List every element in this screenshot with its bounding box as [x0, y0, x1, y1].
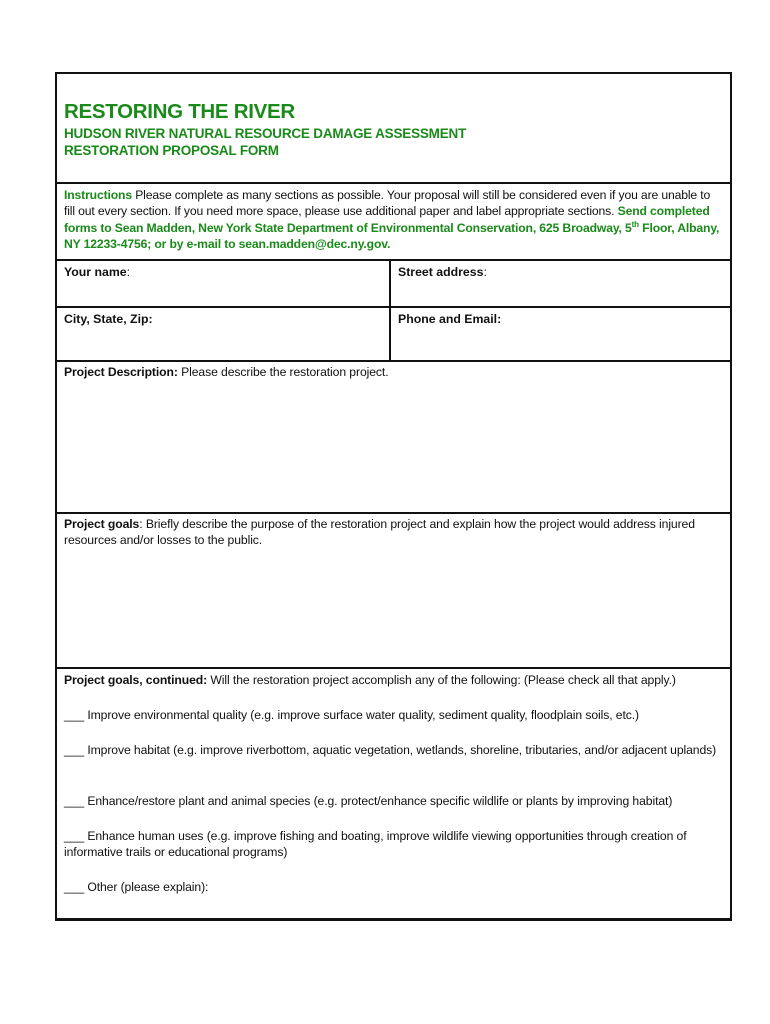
project-goals-continued-section [57, 669, 730, 920]
goals-continued-label: Project goals, continued: [64, 673, 208, 687]
phone-email-label: Phone and Email: [398, 312, 502, 326]
instructions-send-text: Send completed forms to Sean Madden, New York State Department of Environmental Conservation, 625 Broadway, 5 [64, 204, 710, 235]
form-title: RESTORING THE RIVER [64, 100, 295, 123]
goal-option-other[interactable]: ___ Other (please explain): [64, 880, 209, 894]
project-description-label: Project Description: [64, 365, 178, 379]
instructions-ordinal-suffix: th [631, 219, 639, 229]
project-goals-label: Project goals [64, 517, 140, 531]
project-description-section[interactable] [57, 362, 730, 514]
name-label-colon: : [126, 265, 131, 279]
form-subtitle-line1: HUDSON RIVER NATURAL RESOURCE DAMAGE ASSESSMENT [64, 126, 467, 141]
city-state-zip-field[interactable] [57, 308, 391, 362]
street-address-colon: : [483, 265, 487, 279]
form-header [57, 74, 730, 184]
name-field[interactable] [57, 261, 391, 308]
project-goals-section[interactable] [57, 514, 730, 669]
city-state-zip-label: City, State, Zip: [64, 312, 153, 326]
instructions-label: Instructions [64, 188, 132, 202]
goal-option-environmental-quality[interactable]: ___ Improve environmental quality (e.g. improve surface water quality, sediment quality, floodplain soils, etc.) [64, 708, 639, 722]
instructions-send-address: Floor, Albany, NY 12233-4756; or by e-mail to sean.madden@dec.ny.gov. [64, 220, 720, 252]
phone-email-field[interactable] [391, 308, 730, 362]
goal-option-human-uses[interactable]: ___ Enhance human uses (e.g. improve fishing and boating, improve wildlife viewing opportunities through creation of informative trails or educational programs) [64, 829, 687, 860]
goal-option-habitat[interactable]: ___ Improve habitat (e.g. improve riverbottom, aquatic vegetation, wetlands, shoreline, tributaries, and/or adjacent uplands) [64, 743, 717, 757]
goal-option-species[interactable]: ___ Enhance/restore plant and animal species (e.g. protect/enhance specific wildlife or plants by improving habitat) [64, 794, 673, 808]
name-label: Your name [64, 265, 127, 279]
instructions-block [57, 184, 730, 261]
project-goals-prompt: : Briefly describe the purpose of the restoration project and explain how the project would address injured resources and/or losses to the public. [64, 517, 695, 548]
instructions-text: Please complete as many sections as possible. Your proposal will still be considered even if you are unable to fill out every section. If you need more space, please use additional paper and label appropriate sections. [64, 188, 711, 219]
street-address-field[interactable] [391, 261, 730, 308]
form-subtitle-line2: RESTORATION PROPOSAL FORM [64, 143, 279, 158]
goals-continued-prompt: Will the restoration project accomplish any of the following: (Please check all that apply.) [210, 673, 676, 687]
project-description-prompt: Please describe the restoration project. [181, 365, 389, 379]
street-address-label: Street address [398, 265, 484, 279]
restoration-proposal-form [55, 72, 732, 921]
